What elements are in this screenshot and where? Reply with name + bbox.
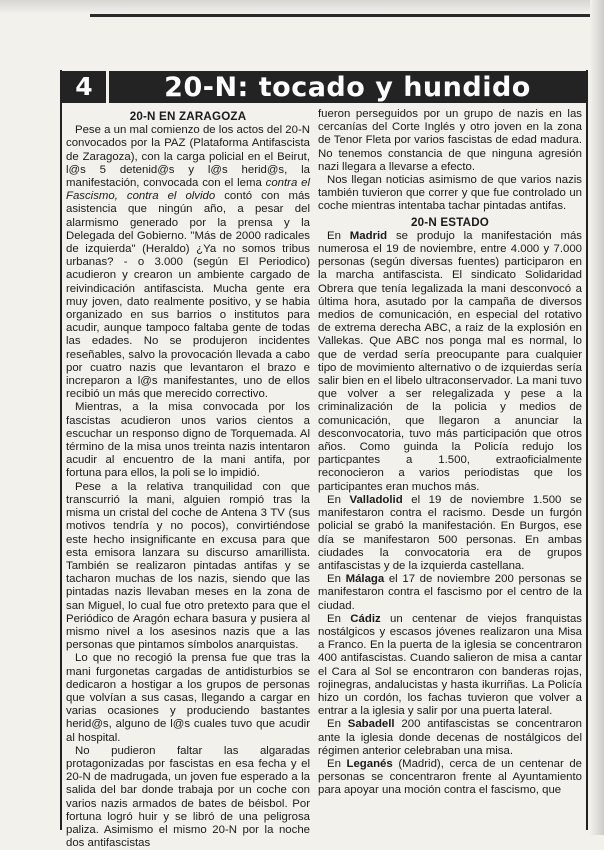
paragraph: Mientras, a la misa convocada por los fascistas acudieron unos varios cientos a escuchar un responso digno de Torquemada. Al término de la misa unos treinta nazis intentaron acudir al encuentro de la mani antifa, por fortuna para ellos, la poli se lo impidió. (66, 401, 310, 480)
paragraph-text: (Madrid), cerca de un centenar de personas se concentraron frente al Ayuntamiento para apoyar una moción contra el fascismo, que (318, 757, 582, 797)
city-name: Sabadell (347, 718, 395, 731)
paragraph-text: En (327, 757, 347, 770)
paragraph-text: el 19 de noviembre 1.500 se manifestaron contra el racismo. Desde un furgón policial se grabó la manifestación. En Burgos, ese día se manifestaron 500 personas. En ambas ciudades la convocatoria era de grupos antifascistas y de la izquierda castellana. (318, 493, 582, 572)
paragraph (318, 758, 582, 798)
scan-edge-top (0, 0, 604, 14)
paragraph-text: En (327, 612, 351, 625)
paragraph (318, 494, 582, 573)
paragraph-text: Pese a un mal comienzo de los actos del 20-N convocados por la PAZ (Plataforma Antifascista de Zaragoza), con la carga policial en el Beirut, l@s 5 detenid@s y l@s herid@s, la manifestación, convocada con el lema (66, 124, 310, 190)
city-name: Cádiz (350, 612, 381, 625)
paragraph: No pudieron faltar las algaradas protagonizadas por fascistas en esa fecha y el 20-N de madrugada, un joven fue esperado a la salida del bar donde trabaja por un coche con varios nazis armados de bates de béisbol. Por fortuna logró huir y se libró de una peligrosa paliza. Asimismo el mismo 20-N por la noche dos antifascistas (66, 744, 310, 850)
paragraph (318, 613, 582, 719)
page-number: 4 (62, 71, 109, 103)
emphasis-text: contra el Fascismo, contra el olvido (66, 177, 310, 203)
paragraph-text: contó con más asistencia que ningún año, a pesar del alarmismo generado por la prensa y la Delegada del Gobierno. "Más de 2000 radicales de izquierda" (Heraldo) ¿Ya no somos tribus urbanas? - o 3.000 (según El Periodico) acudieron y crearon un ambiente cargado de reivindicación antifascista. Mucha gente era muy joven, dato realmente positivo, y se habia organizado en sus barrios o institutos para acudir, aunque tampoco faltaba gente de todas las edades. No se produjeron incidentes reseñables, salvo la provocación llevada a cabo por cuatro nazis que levantaron el brazo e increparon a l@s manifestantes, uno de ellos recibió un más que merecido correctivo. (66, 190, 310, 401)
paragraph-text: el 17 de noviembre 200 personas se manifestaron contra el fascismo por el centro de la ciudad. (318, 573, 582, 612)
article-title: 20-N: tocado y hundido (164, 71, 531, 103)
paragraph-text: En (327, 718, 348, 731)
paragraph: Lo que no recogió la prensa fue que tras la mani furgonetas cargadas de antidisturbios se dedicaron a hostigar a los grupos de personas que volvían a sus casas, llegando a cargar en varias ocasiones y produciendo bastantes herid@s, alguno de l@s cuales tuvo que acudir al hospital. (66, 652, 310, 744)
city-name: Málaga (345, 573, 385, 586)
paragraph (318, 718, 582, 758)
paragraph-text: se produjo la manifestación más numerosa el 19 de noviembre, entre 4.000 y 7.000 personas (según diversas fuentes) participaron en la marcha antifascista. El sindicato Solidaridad Obrera que tenía legalizada la mani desconvocó a última hora, asutado por la campaña de diversos medios de comunicación, en especial del rotativo de extrema derecha ABC, a raiz de la explosión en Vallekas. Que ABC nos ponga mal es normal, lo que de verdad sería preocupante para cualquier tipo de movimiento alternativo o de izquierdas sería salir bien en el libelo ultraconservador. La mani tuvo que volver a ser relegalizada y pese a la criminalización de la policia y medios de comunicación, que llegaron a anunciar la desconvocatoria, tuvo más participación que otros años. Como guinda la Policía redujo los particpantes a 1.500, extraoficialmente reconocieron a varios periodistas que los participantes eran muchos más. (318, 229, 582, 493)
paragraph (66, 124, 310, 401)
section-heading-zaragoza: 20-N EN ZARAGOZA (129, 110, 247, 123)
page-rule (90, 14, 590, 17)
right-column (318, 108, 582, 830)
paragraph (318, 573, 582, 613)
scan-edge-right (590, 0, 604, 835)
article-header (62, 71, 586, 103)
paragraph-text: un centenar de viejos franquistas nostálgicos y escasos jóvenes realizaron una Misa a Franco. En la puerta de la iglesia se concentraron 400 antifascistas. Cuando salieron de misa a cantar el Cara al Sol se encontraron con banderas rojas, rojinegras, andalucistas y hasta ikurriñas. La Policía hizo un cordón, los fachas tuvieron que volver a entrar a la iglesia y salir por una puerta lateral. (318, 612, 582, 718)
section-heading-estado: 20-N ESTADO (410, 215, 489, 229)
city-name: Madrid (349, 229, 388, 242)
paragraph (318, 230, 582, 494)
paragraph: Pese a la relativa tranquilidad con que transcurrió la mani, alguien rompió tras la misma un cristal del coche de Antena 3 TV (sus motivos tendría y no pocos), convirtiéndose este hecho insignificante en excusa para que esta emisora lanzara su discurso amarillista. También se realizaron pintadas antifas y se tacharon muchas de los nazis, siendo que las pintadas nazis llevaban meses en la zona de san Miguel, lo cual fue otro pretexto para que el Periódico de Aragón echara basura y pusiera al mismo nivel a los asesinos nazis que a las personas que pintamos símbolos anarquistas. (66, 480, 310, 652)
paragraph-text: En (327, 493, 350, 506)
paragraph: fueron perseguidos por un grupo de nazis en las cercanías del Corte Inglés y otro joven en la zona de Tenor Fleta por varios fascistas de edad madura. No tenemos constancia de que ninguna agresión nazi llegara a llevarse a efecto. (318, 108, 582, 173)
city-name: Valladolid (349, 493, 403, 506)
city-name: Leganés (346, 757, 393, 770)
paragraph-text: 200 antifascistas se concentraron ante la iglesia donde decenas de nostálgicos del régimen anterior celebraban una misa. (318, 718, 582, 757)
left-column (66, 108, 310, 850)
paragraph: Nos llegan noticias asimismo de que varios nazis también tuvieron que correr y que fue controlado un coche mientras intentaba tachar pintadas antifas. (318, 174, 582, 213)
paragraph-text: En (327, 573, 346, 586)
paragraph-text: En (327, 229, 350, 242)
